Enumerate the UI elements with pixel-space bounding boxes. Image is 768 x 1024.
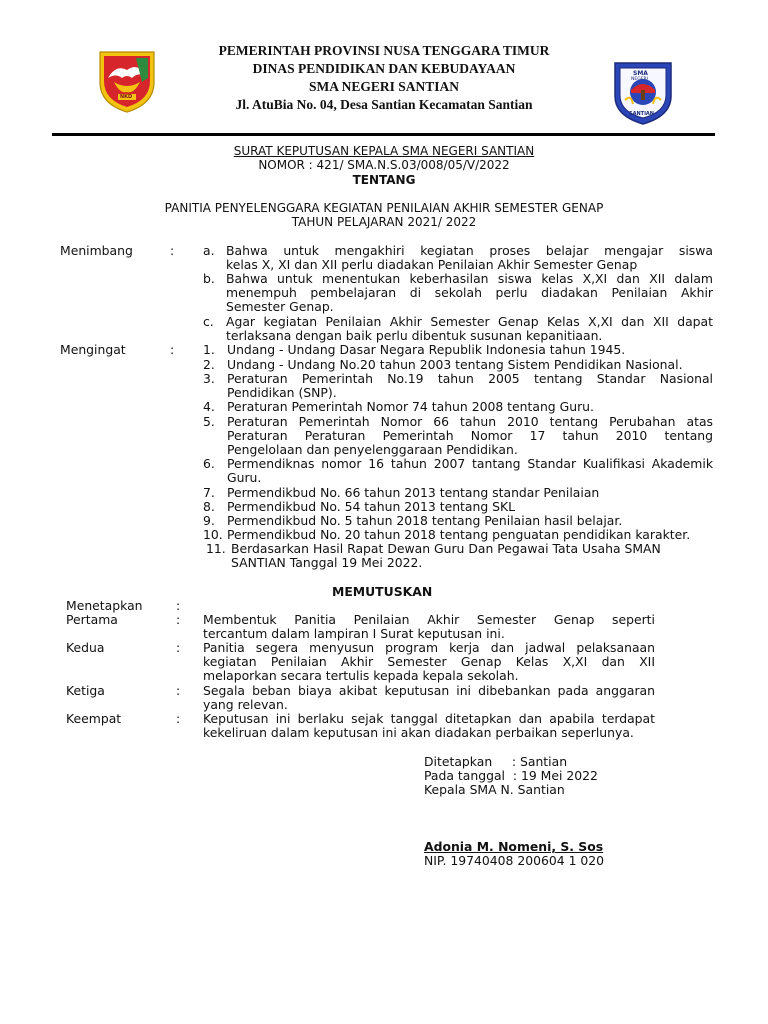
decree-year: TAHUN PELAJARAN 2021/ 2022 <box>291 215 477 229</box>
mengingat-marker-1: 1. <box>203 342 215 357</box>
mengingat-colon: : <box>170 342 175 357</box>
menimbang-marker-c: c. <box>203 314 214 329</box>
kedua-line3: melaporkan secara tertulis kepada kepala sekolah. <box>203 668 519 683</box>
signatory-nip: NIP. 19740408 200604 1 020 <box>424 853 605 868</box>
keempat-label: Keempat <box>66 711 122 726</box>
menimbang-b-line3: Semester Genap. <box>226 299 334 314</box>
mengingat-5-line1: Peraturan Pemerintah Nomor 66 tahun 2010 tentang Perubahan atas <box>227 414 713 429</box>
menimbang-b-line2: menempuh pembelajaran di sekolah perlu diadakan Penilaian Akhir <box>226 285 713 300</box>
decree-title: SURAT KEPUTUSAN KEPALA SMA NEGERI SANTIAN <box>233 144 535 158</box>
mengingat-10-line1: Permendikbud No. 20 tahun 2018 tentang penguatan pendidikan karakter. <box>227 527 691 542</box>
logo-caption: NKD <box>120 94 133 100</box>
keempat-line2: kekeliruan dalam keputusan ini akan diadakan perbaikan seperlunya. <box>203 725 634 740</box>
mengingat-4-line1: Peraturan Pemerintah Nomor 74 tahun 2008 tentang Guru. <box>227 399 594 414</box>
menimbang-label: Menimbang <box>60 243 133 258</box>
keempat-colon: : <box>176 711 181 726</box>
ditetapkan-place: Ditetapkan : Santian <box>424 754 568 769</box>
mengingat-11-line1: Berdasarkan Hasil Rapat Dewan Guru Dan Pegawai Tata Usaha SMAN <box>231 541 661 556</box>
mengingat-6-line1: Permendiknas nomor 16 tahun 2007 tantang Standar Kualifikasi Akademik <box>227 456 713 471</box>
kedua-line2: kegiatan Penilaian Akhir Semester Genap Kelas X,XI dan XII <box>203 654 655 669</box>
mengingat-marker-10: 10. <box>203 527 223 542</box>
menimbang-colon: : <box>170 243 175 258</box>
menimbang-marker-a: a. <box>203 243 215 258</box>
ketiga-line2: yang relevan. <box>203 697 288 712</box>
mengingat-8-line1: Permendikbud No. 54 tahun 2013 tentang SKL <box>227 499 516 514</box>
mengingat-marker-9: 9. <box>203 513 215 528</box>
mengingat-3-line2: Pendidikan (SNP). <box>227 385 337 400</box>
mengingat-11-line2: SANTIAN Tanggal 19 Mei 2022. <box>231 555 423 570</box>
menimbang-c-line2: terlaksana dengan baik perlu dibentuk susunan kepanitiaan. <box>226 328 603 343</box>
kedua-colon: : <box>176 640 181 655</box>
mengingat-marker-3: 3. <box>203 371 215 386</box>
mengingat-marker-8: 8. <box>203 499 215 514</box>
mengingat-2-line1: Undang - Undang No.20 tahun 2003 tentang Sistem Pendidikan Nasional. <box>227 357 683 372</box>
mengingat-5-line2: Peraturan Peraturan Pemerintah Nomor 17 tahun 2010 tentang <box>227 428 713 443</box>
mengingat-marker-2: 2. <box>203 357 215 372</box>
menetapkan-colon: : <box>176 598 181 613</box>
signatory-name: Adonia M. Nomeni, S. Sos <box>424 839 604 854</box>
mengingat-5-line3: Pengelolaan dan penyelenggaraan Pendidikan. <box>227 442 518 457</box>
mengingat-6-line2: Guru. <box>227 470 262 485</box>
pertama-label: Pertama <box>66 612 118 627</box>
logo-text-top: SMA <box>633 70 648 77</box>
pertama-line1: Membentuk Panitia Penilaian Akhir Semester Genap seperti <box>203 612 655 627</box>
mengingat-marker-5: 5. <box>203 414 215 429</box>
mengingat-3-line1: Peraturan Pemerintah No.19 tahun 2005 tentang Standar Nasional <box>227 371 713 386</box>
decree-number: NOMOR : 421/ SMA.N.S.03/008/05/V/2022 <box>258 158 510 172</box>
ketiga-label: Ketiga <box>66 683 105 698</box>
logo-text-mid: NEGERI <box>631 77 648 82</box>
mengingat-7-line1: Permendikbud No. 66 tahun 2013 tentang standar Penilaian <box>227 485 600 500</box>
mengingat-marker-4: 4. <box>203 399 215 414</box>
mengingat-9-line1: Permendikbud No. 5 tahun 2018 tentang Penilaian hasil belajar. <box>227 513 623 528</box>
menimbang-a-line1: Bahwa untuk mengakhiri kegiatan proses belajar mengajar siswa <box>226 243 713 258</box>
mengingat-1-line1: Undang - Undang Dasar Negara Republik Indonesia tahun 1945. <box>227 342 626 357</box>
decree-subject: PANITIA PENYELENGGARA KEGIATAN PENILAIAN AKHIR SEMESTER GENAP <box>164 201 604 215</box>
keempat-line1: Keputusan ini berlaku sejak tanggal ditetapkan dan apabila terdapat <box>203 711 655 726</box>
kedua-label: Kedua <box>66 640 105 655</box>
kedua-line1: Panitia segera menyusun program kerja dan jadwal pelaksanaan <box>203 640 655 655</box>
pertama-line2: tercantum dalam lampiran I Surat keputusan ini. <box>203 626 505 641</box>
menimbang-c-line1: Agar kegiatan Penilaian Akhir Semester Genap Kelas X,XI dan XII dapat <box>226 314 713 329</box>
menimbang-a-line2: kelas X, XI dan XII perlu diadakan Penilaian Akhir Semester Genap <box>226 257 638 272</box>
menimbang-marker-b: b. <box>203 271 215 286</box>
memutuskan-heading: MEMUTUSKAN <box>332 584 433 599</box>
ketiga-line1: Segala beban biaya akibat keputusan ini dibebankan pada anggaran <box>203 683 655 698</box>
mengingat-marker-7: 7. <box>203 485 215 500</box>
logo-text-bottom: SANTIAN <box>629 111 654 117</box>
mengingat-label: Mengingat <box>60 342 126 357</box>
signatory-position: Kepala SMA N. Santian <box>424 782 565 797</box>
header-address: Jl. AtuBia No. 04, Desa Santian Kecamatan Santian <box>235 97 533 112</box>
pertama-colon: : <box>176 612 181 627</box>
decree-about: TENTANG <box>352 173 416 187</box>
header-government: PEMERINTAH PROVINSI NUSA TENGGARA TIMUR <box>218 43 550 58</box>
header-school: SMA NEGERI SANTIAN <box>308 79 460 94</box>
header-department: DINAS PENDIDIKAN DAN KEBUDAYAAN <box>252 61 516 76</box>
mengingat-marker-6: 6. <box>203 456 215 471</box>
menetapkan-label: Menetapkan <box>66 598 143 613</box>
ditetapkan-date: Pada tanggal : 19 Mei 2022 <box>424 768 598 783</box>
mengingat-marker-11: 11. <box>206 541 226 556</box>
ketiga-colon: : <box>176 683 181 698</box>
menimbang-b-line1: Bahwa untuk menentukan keberhasilan siswa kelas X,XI dan XII dalam <box>226 271 713 286</box>
letterhead-rule <box>52 133 715 136</box>
